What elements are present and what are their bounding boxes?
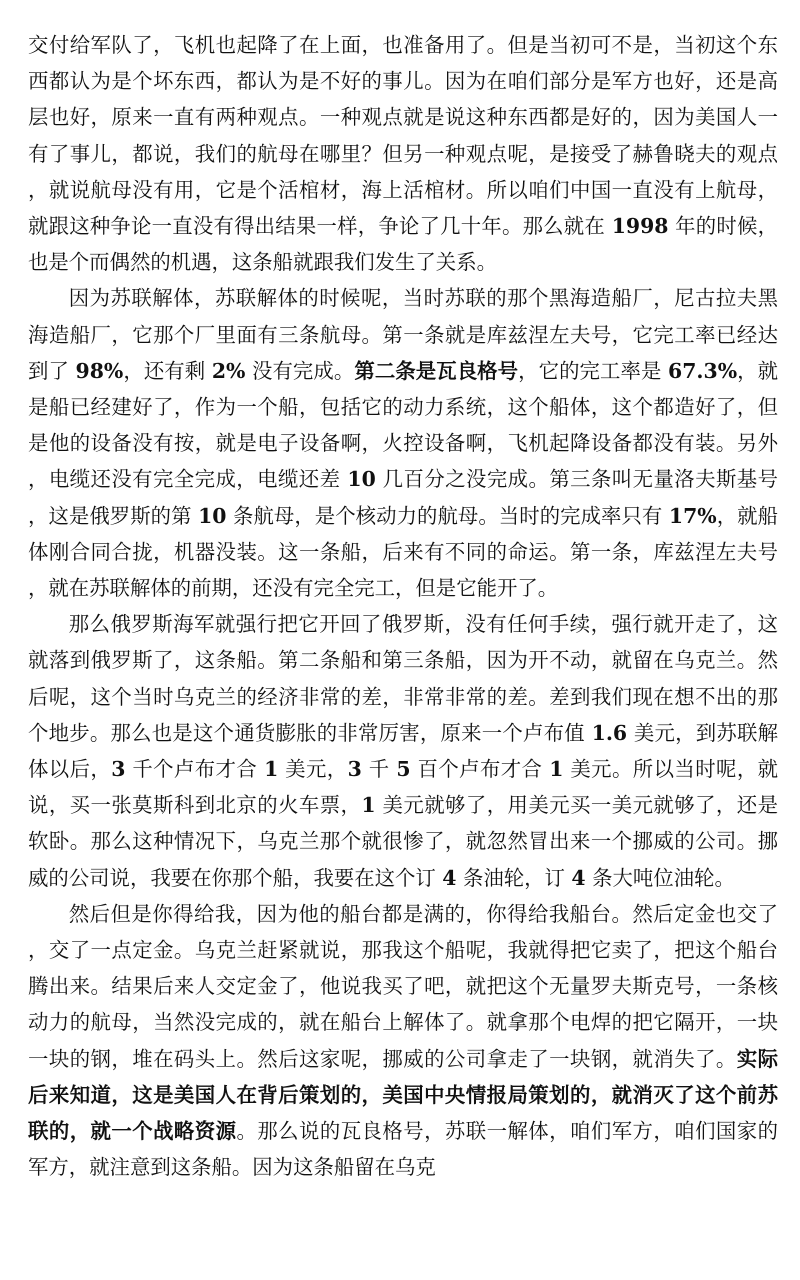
text-run: 美元， <box>278 757 348 782</box>
bold-text-run: 10 <box>347 467 376 492</box>
bold-text-run: 1 <box>549 757 564 782</box>
bold-text-run: 67.3% <box>668 358 738 383</box>
text-run: 条航母，是个核动力的航母。当时的完成率只有 <box>226 503 669 528</box>
bold-text-run: 3 <box>111 757 126 782</box>
text-run: ，还有剩 <box>123 358 212 383</box>
bold-text-run: 第二条是瓦良格号 <box>354 358 519 383</box>
paragraph <box>28 27 778 280</box>
bold-text-run: 98% <box>75 358 124 383</box>
bold-text-run: 4 <box>442 865 457 890</box>
bold-text-run: 1998 <box>611 214 669 239</box>
text-run: 。那么说的瓦良格号，苏联一解体，咱们军方，咱们国家的军方，就注意到这条船。因为这条船留在乌克 <box>28 1119 778 1180</box>
paragraph <box>28 896 778 1186</box>
text-run: 美元。所以当时呢，就说，买一张莫斯科到北京的火车票， <box>28 757 778 818</box>
document-page <box>28 0 778 1280</box>
bold-text-run: 3 <box>347 757 362 782</box>
text-run: 千 <box>361 757 397 782</box>
text-run: 条油轮，订 <box>456 865 572 890</box>
text-run: 美元，到苏联解体以后， <box>28 720 778 782</box>
text-run: 条大吨位油轮。 <box>585 865 735 890</box>
bold-text-run: 1 <box>361 793 376 818</box>
bold-text-run: 1.6 <box>591 720 628 745</box>
paragraph <box>28 606 778 896</box>
bold-text-run: 实际后来知道，这是美国人在背后策划的，美国中央情报局策划的，就消灭了这个前苏联的，就一个战略资源 <box>28 1046 778 1144</box>
text-run: 交付给军队了，飞机也起降了在上面，也准备用了。但是当初可不是，当初这个东西都认为是个坏东西，都认为是不好的事儿。因为在咱们部分是军方也好，还是高层也好，原来一直有两种观点。一种观点就是说这种东西都是好的，因为美国人一有了事儿，都说，我们的航母在哪里？但另一种观点呢，是接受了赫鲁晓夫的观点，就说航母没有用，它是个活棺材，海上活棺材。所以咱们中国一直没有上航母，就跟这种争论一直没有得出结果一样，争论了几十年。那么就在 <box>28 33 778 239</box>
bold-text-run: 1 <box>264 757 279 782</box>
text-run: ，就船体刚合同合拢，机器没装。这一条船，后来有不同的命运。第一条，库兹涅左夫号，就在苏联解体的前期，还没有完全完工，但是它能开了。 <box>28 503 778 601</box>
bold-text-run: 17% <box>668 503 717 528</box>
text-run: ，就是船已经建好了，作为一个船，包括它的动力系统，这个船体，这个都造好了，但是他的设备没有按，就是电子设备啊，火控设备啊，飞机起降设备都没有装。另外，电缆还没有完全完成，电缆还差 <box>28 358 778 492</box>
document-body <box>28 27 778 1186</box>
text-run: 没有完成。 <box>245 358 355 383</box>
bold-text-run: 5 <box>396 757 411 782</box>
text-run: ，它的完工率是 <box>518 358 669 383</box>
text-run: 因为苏联解体，苏联解体的时候呢，当时苏联的那个黑海造船厂，尼古拉夫黑海造船厂，它那个厂里面有三条航母。第一条就是库兹涅左夫号，它完工率已经达到了 <box>28 286 778 383</box>
text-run: 然后但是你得给我，因为他的船台都是满的，你得给我船台。然后定金也交了，交了一点定金。乌克兰赶紧就说，那我这个船呢，我就得把它卖了，把这个船台腾出来。结果后来人交定金了，他说我买了吧，就把这个无量罗夫斯克号，一条核动力的航母，当然没完成的，就在船台上解体了。就拿那个电焊的把它隔开，一块一块的钢，堆在码头上。然后这家呢，挪威的公司拿走了一块钢，就消失了。 <box>28 901 778 1071</box>
paragraph <box>28 280 778 606</box>
bold-text-run: 10 <box>198 503 227 528</box>
text-run: 年的时候，也是个而偶然的机遇，这条船就跟我们发生了关系。 <box>28 214 778 275</box>
text-run: 几百分之没完成。第三条叫无量洛夫斯基号，这是俄罗斯的第 <box>28 467 778 528</box>
bold-text-run: 2% <box>211 358 246 383</box>
text-run: 百个卢布才合 <box>410 757 550 782</box>
text-run: 美元就够了，用美元买一美元就够了，还是软卧。那么这种情况下，乌克兰那个就很惨了，就忽然冒出来一个挪威的公司。挪威的公司说，我要在你那个船，我要在这个订 <box>28 793 778 890</box>
bold-text-run: 4 <box>571 865 586 890</box>
text-run: 那么俄罗斯海军就强行把它开回了俄罗斯，没有任何手续，强行就开走了，这就落到俄罗斯了，这条船。第二条船和第三条船，因为开不动，就留在乌克兰。然后呢，这个当时乌克兰的经济非常的差，非常非常的差。差到我们现在想不出的那个地步。那么也是这个通货膨胀的非常厉害，原来一个卢布值 <box>28 612 778 745</box>
text-run: 千个卢布才合 <box>125 757 265 782</box>
